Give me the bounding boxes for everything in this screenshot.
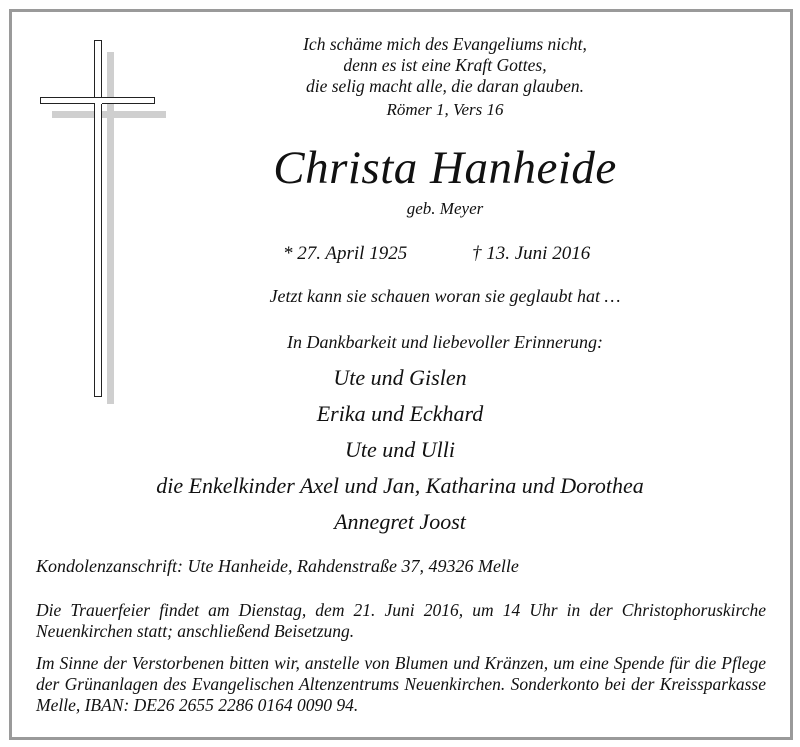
- motto-line: die selig macht alle, die daran glauben.: [305, 76, 584, 96]
- death-date: † 13. Juni 2016: [472, 243, 591, 264]
- motto-line: Ich schäme mich des Evangeliums nicht,: [303, 34, 587, 54]
- condolence-address: Kondolenzanschrift: Ute Hanheide, Rahdenstraße 37, 49326 Melle: [36, 556, 519, 576]
- mourner: Erika und Eckhard: [316, 401, 484, 426]
- bible-reference: Römer 1, Vers 16: [386, 100, 504, 119]
- birth-date: * 27. April 1925: [283, 243, 408, 264]
- mourner: Ute und Ulli: [345, 437, 455, 462]
- motto-line: denn es ist eine Kraft Gottes,: [343, 55, 547, 75]
- donation-notice: Im Sinne der Verstorbenen bitten wir, anstelle von Blumen und Kränzen, um eine Spende für die Pflege der Grünanlagen des Evangelischen Altenzentrums Neuenkirchen. Sonderkonto bei der Kreissparkasse Melle, IBAN: DE26 2655 2286 0164 0090 94.: [36, 653, 766, 715]
- bible-motto: [130, 34, 760, 97]
- funeral-ceremony-notice: Die Trauerfeier findet am Dienstag, dem 21. Juni 2016, um 14 Uhr in der Christophoruskirche Neuenkirchen statt; anschließend Beisetzung.: [36, 600, 766, 641]
- deceased-name: Christa Hanheide: [273, 142, 617, 194]
- quote: Jetzt kann sie schauen woran sie geglaubt hat …: [269, 286, 621, 306]
- birth-name: geb. Meyer: [406, 199, 484, 218]
- mourners-list: [0, 360, 800, 540]
- thanks-line: In Dankbarkeit und liebevoller Erinnerung:: [287, 332, 603, 352]
- mourner: die Enkelkinder Axel und Jan, Katharina und Dorothea: [156, 473, 644, 498]
- mourner: Ute und Gislen: [333, 365, 467, 390]
- mourner: Annegret Joost: [334, 509, 466, 534]
